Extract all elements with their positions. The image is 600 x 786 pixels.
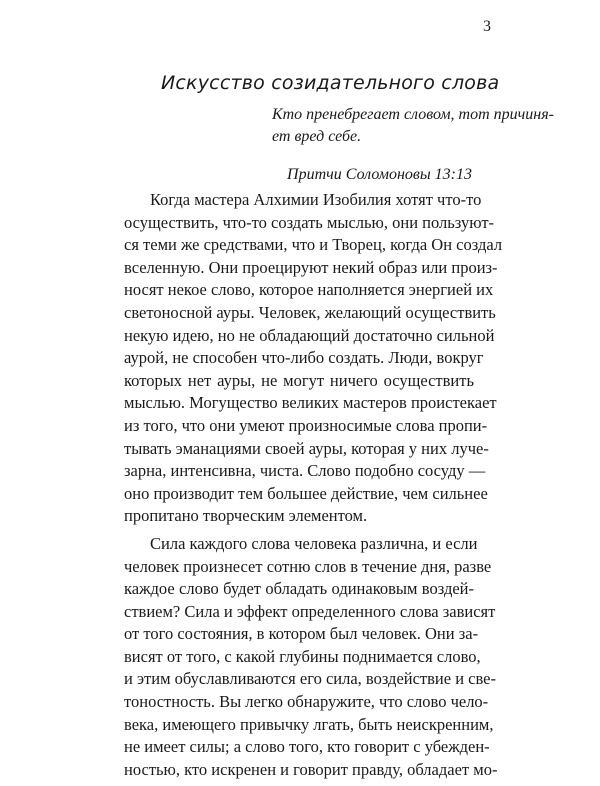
paragraph bbox=[124, 189, 503, 528]
text-line: и этим обуславливаются его сила, воздействие и све- bbox=[124, 669, 496, 689]
text-line: не имеет силы; а слово того, кто говорит с убежден- bbox=[124, 737, 490, 757]
text-line: висят от того, с какой глубины поднимается слово, bbox=[124, 646, 481, 666]
text-line: Когда мастера Алхимии Изобилия хотят что-то bbox=[150, 190, 482, 209]
text-line: Сила каждого слова человека различна, и если bbox=[150, 533, 478, 553]
text-line: века, имеющего привычку лгать, быть неискренним, bbox=[124, 714, 494, 734]
text-line: человек произнесет сотню слов в течение дня, разве bbox=[124, 556, 492, 576]
epigraph-quote bbox=[272, 104, 554, 148]
text-line: оно производит тем большее действие, чем сильнее bbox=[124, 483, 488, 503]
text-line: зарна, интенсивна, чиста. Слово подобно сосуду — bbox=[124, 461, 486, 481]
text-line: которых нет ауры, не могут ничего осуществить bbox=[124, 370, 474, 390]
text-line: светоносной ауры. Человек, желающий осуществить bbox=[124, 302, 496, 322]
text-line: аурой, не способен что-либо создать. Люди, вокруг bbox=[124, 348, 484, 368]
text-line: пропитано творческим элементом. bbox=[124, 506, 368, 526]
epigraph bbox=[272, 104, 554, 186]
text-line: ностью, кто искренен и говорит правду, обладает мо- bbox=[124, 759, 498, 779]
text-line: из того, что они умеют произносимые слова пропи- bbox=[124, 415, 488, 435]
epigraph-line: Кто пренебрегает словом, тот причиня- bbox=[272, 106, 554, 123]
paragraph bbox=[124, 533, 498, 782]
text-line: каждое слово будет обладать одинаковым воздей- bbox=[124, 579, 474, 599]
text-line: ствием? Сила и эффект определенного слова зависят bbox=[124, 601, 496, 621]
chapter-title: Искусство созидательного слова bbox=[161, 72, 500, 94]
text-line: от того состояния, в котором был человек. Они за- bbox=[124, 624, 479, 644]
text-line: носят некое слово, которое наполняется энергией их bbox=[124, 280, 494, 300]
text-line: ся теми же средствами, что и Творец, когда Он создал bbox=[124, 235, 503, 255]
epigraph-source: Притчи Соломоновы 13:13 bbox=[287, 166, 472, 183]
text-line: вселенную. Они проецируют некий образ или произ- bbox=[124, 257, 498, 277]
text-line: тывать эманациями своей ауры, которая у них луче- bbox=[124, 438, 489, 458]
page-number: 3 bbox=[483, 18, 491, 35]
text-line: осуществить, что-то создать мыслью, они пользуют- bbox=[124, 212, 495, 232]
text-line: мыслью. Могущество великих мастеров проистекает bbox=[124, 393, 497, 413]
epigraph-line: ет вред себе. bbox=[272, 128, 362, 145]
text-line: некую идею, но не обладающий достаточно сильной bbox=[124, 325, 495, 345]
body-text bbox=[124, 189, 503, 786]
text-line: тоностность. Вы легко обнаружите, что слово чело- bbox=[124, 692, 489, 712]
